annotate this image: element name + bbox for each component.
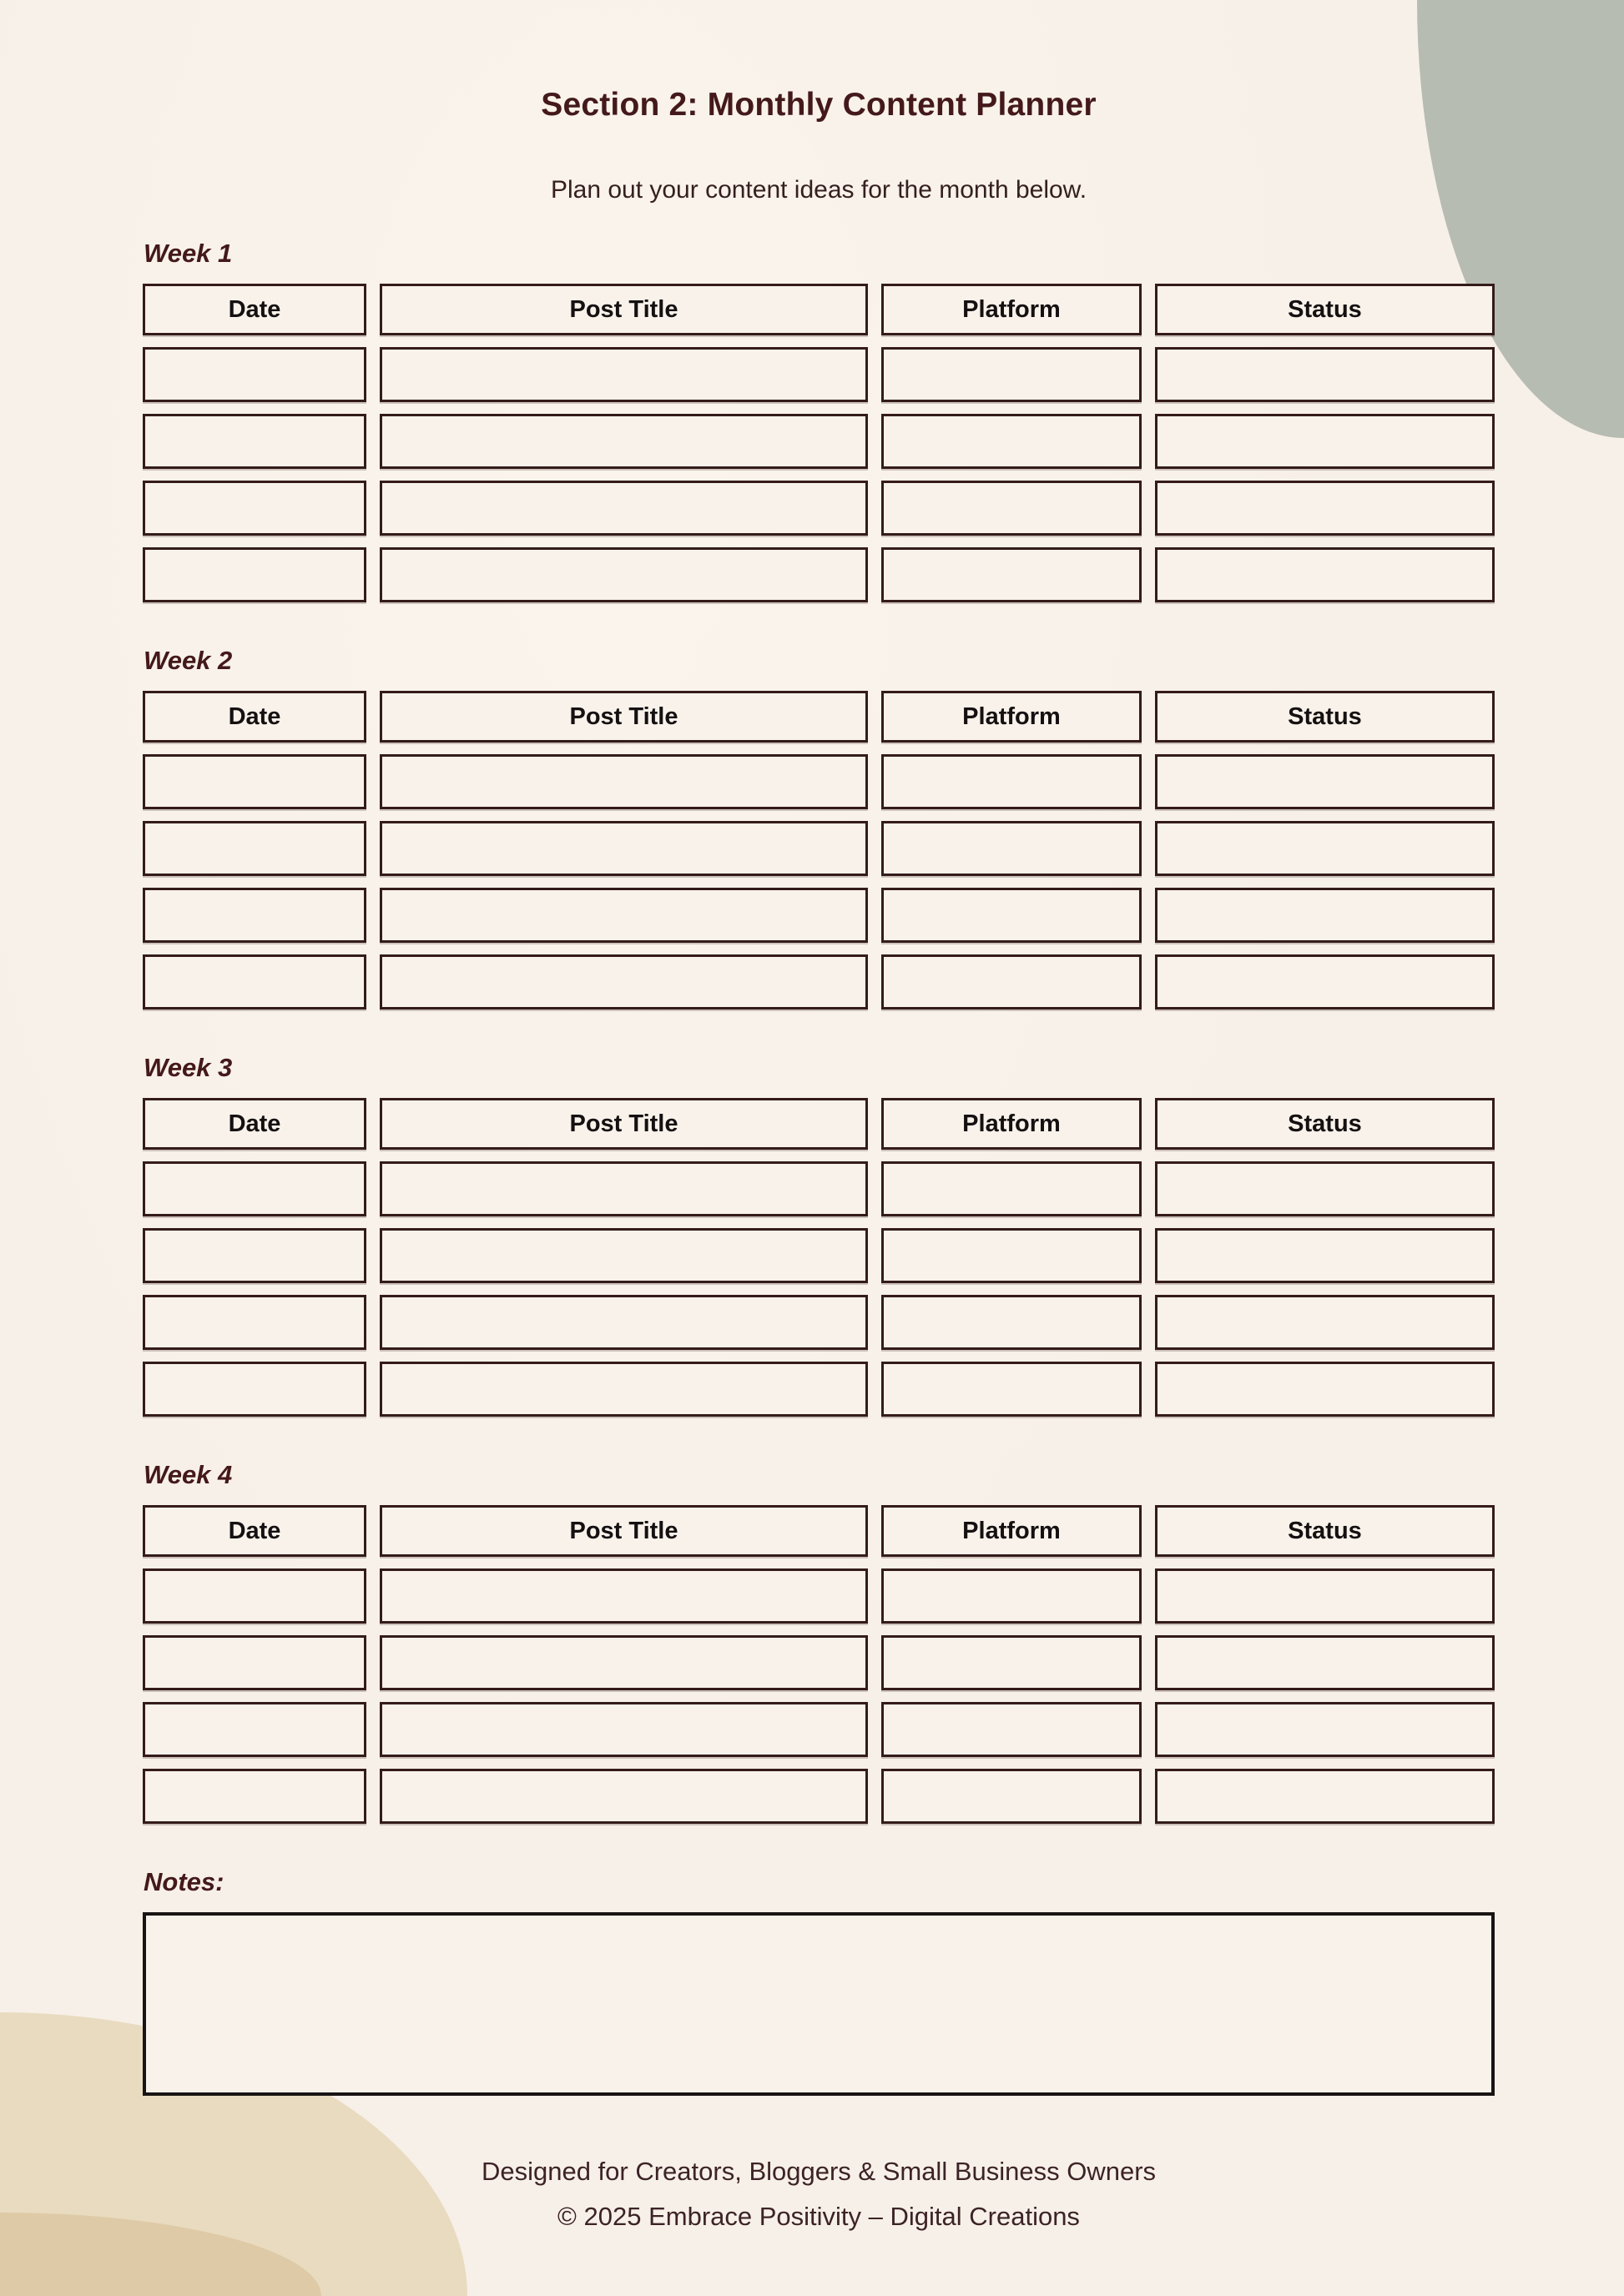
post-title-field[interactable]: [380, 1635, 868, 1690]
column-header-platform: Platform: [881, 284, 1142, 335]
week-4-section: [143, 1460, 1495, 1824]
status-field[interactable]: [1155, 1702, 1495, 1757]
date-field[interactable]: [143, 1161, 366, 1216]
column-header-platform: Platform: [881, 691, 1142, 743]
week-3-table: [143, 1098, 1495, 1417]
date-field[interactable]: [143, 1635, 366, 1690]
week-1-section: [143, 239, 1495, 602]
column-header-post-title: Post Title: [380, 1505, 868, 1557]
post-title-field[interactable]: [380, 414, 868, 469]
status-field[interactable]: [1155, 1295, 1495, 1350]
post-title-field[interactable]: [380, 481, 868, 536]
post-title-field[interactable]: [380, 547, 868, 602]
column-header-date: Date: [143, 1098, 366, 1150]
column-header-post-title: Post Title: [380, 284, 868, 335]
week-3-label: Week 3: [144, 1053, 233, 1082]
platform-field[interactable]: [881, 1769, 1142, 1824]
status-field[interactable]: [1155, 1769, 1495, 1824]
date-field[interactable]: [143, 954, 366, 1010]
post-title-field[interactable]: [380, 821, 868, 876]
date-field[interactable]: [143, 414, 366, 469]
column-header-post-title: Post Title: [380, 691, 868, 743]
platform-field[interactable]: [881, 888, 1142, 943]
post-title-field[interactable]: [380, 1702, 868, 1757]
week-4-table: [143, 1505, 1495, 1824]
post-title-field[interactable]: [380, 954, 868, 1010]
column-header-platform: Platform: [881, 1098, 1142, 1150]
post-title-field[interactable]: [380, 1568, 868, 1624]
column-header-date: Date: [143, 284, 366, 335]
column-header-post-title: Post Title: [380, 1098, 868, 1150]
week-2-section: [143, 646, 1495, 1010]
date-field[interactable]: [143, 1362, 366, 1417]
week-3-section: [143, 1053, 1495, 1417]
date-field[interactable]: [143, 1295, 366, 1350]
platform-field[interactable]: [881, 1702, 1142, 1757]
date-field[interactable]: [143, 1568, 366, 1624]
platform-field[interactable]: [881, 547, 1142, 602]
footer-audience-line: Designed for Creators, Bloggers & Small Business Owners: [481, 2157, 1157, 2186]
platform-field[interactable]: [881, 1295, 1142, 1350]
notes-input-box[interactable]: [143, 1912, 1495, 2096]
status-field[interactable]: [1155, 1228, 1495, 1283]
date-field[interactable]: [143, 1228, 366, 1283]
status-field[interactable]: [1155, 547, 1495, 602]
post-title-field[interactable]: [380, 347, 868, 402]
week-1-table: [143, 284, 1495, 602]
platform-field[interactable]: [881, 347, 1142, 402]
column-header-date: Date: [143, 1505, 366, 1557]
footer-copyright-line: © 2025 Embrace Positivity – Digital Creations: [557, 2202, 1080, 2231]
status-field[interactable]: [1155, 1161, 1495, 1216]
platform-field[interactable]: [881, 821, 1142, 876]
date-field[interactable]: [143, 1769, 366, 1824]
platform-field[interactable]: [881, 754, 1142, 809]
date-field[interactable]: [143, 1702, 366, 1757]
week-2-table: [143, 691, 1495, 1010]
date-field[interactable]: [143, 481, 366, 536]
column-header-platform: Platform: [881, 1505, 1142, 1557]
platform-field[interactable]: [881, 954, 1142, 1010]
platform-field[interactable]: [881, 1228, 1142, 1283]
post-title-field[interactable]: [380, 754, 868, 809]
date-field[interactable]: [143, 754, 366, 809]
post-title-field[interactable]: [380, 1295, 868, 1350]
page-footer: [143, 2156, 1495, 2233]
page-subtitle: Plan out your content ideas for the month below.: [550, 176, 1087, 204]
notes-label: Notes:: [144, 1867, 224, 1896]
post-title-field[interactable]: [380, 1362, 868, 1417]
date-field[interactable]: [143, 547, 366, 602]
platform-field[interactable]: [881, 481, 1142, 536]
column-header-date: Date: [143, 691, 366, 743]
week-2-label: Week 2: [144, 646, 233, 675]
post-title-field[interactable]: [380, 1228, 868, 1283]
status-field[interactable]: [1155, 754, 1495, 809]
status-field[interactable]: [1155, 1635, 1495, 1690]
status-field[interactable]: [1155, 1568, 1495, 1624]
status-field[interactable]: [1155, 347, 1495, 402]
status-field[interactable]: [1155, 954, 1495, 1010]
status-field[interactable]: [1155, 888, 1495, 943]
post-title-field[interactable]: [380, 1161, 868, 1216]
date-field[interactable]: [143, 888, 366, 943]
status-field[interactable]: [1155, 414, 1495, 469]
column-header-status: Status: [1155, 1505, 1495, 1557]
week-4-label: Week 4: [144, 1460, 233, 1489]
page-title: Section 2: Monthly Content Planner: [541, 87, 1097, 123]
platform-field[interactable]: [881, 1362, 1142, 1417]
notes-section: [143, 1867, 1495, 2096]
date-field[interactable]: [143, 821, 366, 876]
post-title-field[interactable]: [380, 1769, 868, 1824]
post-title-field[interactable]: [380, 888, 868, 943]
page-content: [143, 0, 1495, 2233]
platform-field[interactable]: [881, 1161, 1142, 1216]
platform-field[interactable]: [881, 414, 1142, 469]
date-field[interactable]: [143, 347, 366, 402]
week-1-label: Week 1: [144, 239, 233, 268]
platform-field[interactable]: [881, 1568, 1142, 1624]
status-field[interactable]: [1155, 1362, 1495, 1417]
platform-field[interactable]: [881, 1635, 1142, 1690]
column-header-status: Status: [1155, 1098, 1495, 1150]
column-header-status: Status: [1155, 691, 1495, 743]
status-field[interactable]: [1155, 481, 1495, 536]
status-field[interactable]: [1155, 821, 1495, 876]
weeks-container: [143, 239, 1495, 1824]
column-header-status: Status: [1155, 284, 1495, 335]
